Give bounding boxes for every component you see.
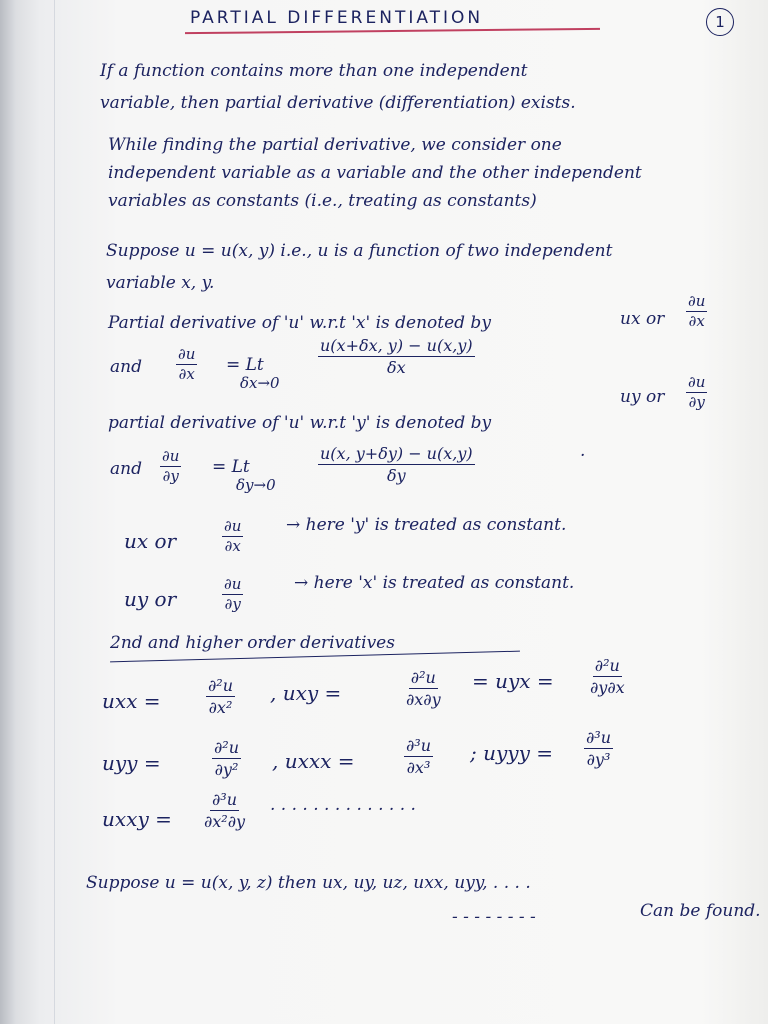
partial-y-and: and: [110, 459, 142, 479]
page-edge-shadow: [0, 0, 16, 1024]
note-uy: uy or: [124, 587, 177, 611]
page-number: 1: [706, 8, 734, 36]
fraction-denominator: ∂x: [224, 537, 241, 555]
fraction-denominator: ∂y: [224, 595, 241, 613]
fraction-numerator: u(x+δx, y) − u(x,y): [320, 336, 473, 355]
partial-y-statement: partial derivative of 'u' w.r.t 'y' is denoted by: [108, 413, 492, 433]
fraction-numerator: ∂u: [224, 517, 242, 535]
partial-y-limit-operator: = Lt: [212, 457, 250, 477]
uyy-fraction: [212, 738, 241, 779]
uyy-label: uyy =: [102, 751, 161, 775]
fraction-numerator: ∂³u: [212, 790, 238, 809]
fraction-numerator: ∂u: [224, 575, 242, 593]
intro-line-3: While finding the partial derivative, we consider one: [108, 135, 562, 155]
fraction-denominator: δy: [386, 466, 406, 485]
note-ux: ux or: [124, 529, 177, 553]
note-uy-explanation: → here 'x' is treated as constant.: [294, 573, 575, 593]
uyyy-fraction: [584, 728, 613, 769]
uyx-label: = uyx =: [472, 669, 554, 693]
fraction-denominator: ∂y: [162, 467, 179, 485]
partial-x-lhs-fraction: [176, 346, 197, 383]
partial-y-rhs-fraction: [318, 444, 475, 485]
partial-y-trailing-dot: .: [580, 441, 586, 461]
uxxy-fraction: [202, 790, 247, 831]
partial-y-symbol-fraction: [686, 374, 707, 411]
uxy-label: , uxy =: [270, 681, 342, 705]
partial-y-symbol: uy or: [620, 387, 665, 407]
partial-x-limit-operator: = Lt: [226, 355, 264, 375]
fraction-denominator: ∂x: [178, 365, 195, 383]
partial-y-lhs-fraction: [160, 448, 181, 485]
fraction-numerator: u(x, y+δy) − u(x,y): [320, 444, 473, 463]
partial-x-symbol-fraction: [686, 293, 707, 330]
intro-line-1: If a function contains more than one independent: [100, 61, 528, 81]
intro-line-2: variable, then partial derivative (differentiation) exists.: [100, 93, 576, 113]
fraction-denominator: ∂y²: [214, 760, 239, 779]
partial-y-limit-subscript: δy→0: [236, 476, 276, 494]
fraction-numerator: ∂u: [162, 447, 180, 465]
page-title: PARTIAL DIFFERENTIATION: [190, 8, 484, 28]
can-be-found: Can be found.: [640, 901, 761, 921]
uxx-fraction: [206, 676, 235, 717]
fraction-numerator: ∂²u: [410, 668, 436, 687]
intro-line-4: independent variable as a variable and the other independent: [108, 163, 642, 183]
fraction-numerator: ∂²u: [594, 656, 620, 675]
partial-x-limit-subscript: δx→0: [240, 374, 280, 392]
note-uy-fraction: [222, 576, 243, 613]
fraction-numerator: ∂³u: [406, 736, 431, 755]
higher-order-heading: 2nd and higher order derivatives: [110, 633, 395, 653]
continuation-dots: . . . . . . . . . . . . . .: [270, 795, 416, 815]
fraction-denominator: ∂x: [688, 312, 705, 330]
uxxx-label: , uxxx =: [272, 749, 355, 773]
fraction-numerator: ∂²u: [208, 676, 233, 695]
uxy-fraction: [404, 668, 443, 709]
fraction-numerator: ∂²u: [214, 738, 239, 757]
partial-x-statement: Partial derivative of 'u' w.r.t 'x' is denoted by: [108, 313, 491, 333]
suppose-three-variable: Suppose u = u(x, y, z) then ux, uy, uz, uxx, uyy, . . . .: [86, 873, 531, 893]
fraction-denominator: ∂y∂x: [590, 678, 625, 697]
fraction-denominator: ∂x³: [406, 758, 431, 777]
partial-x-symbol: ux or: [620, 309, 665, 329]
partial-x-rhs-fraction: [318, 336, 475, 377]
suppose-line-1: Suppose u = u(x, y) i.e., u is a function of two independent: [106, 241, 613, 261]
note-ux-fraction: [222, 518, 243, 555]
note-ux-explanation: → here 'y' is treated as constant.: [286, 515, 567, 535]
uyyy-label: ; uyyy =: [470, 741, 553, 765]
uyx-fraction: [588, 656, 627, 697]
uxxy-label: uxxy =: [102, 807, 172, 831]
fraction-denominator: ∂x²: [208, 698, 233, 717]
uxxx-fraction: [404, 736, 433, 777]
fraction-numerator: ∂u: [688, 292, 706, 310]
fraction-denominator: ∂x²∂y: [204, 812, 246, 831]
margin-line: [54, 0, 55, 1024]
suppose-line-2: variable x, y.: [106, 273, 215, 293]
fraction-numerator: ∂u: [178, 345, 196, 363]
fraction-denominator: ∂y: [688, 393, 705, 411]
fraction-numerator: ∂³u: [586, 728, 611, 747]
dashes: - - - - - - - -: [452, 907, 536, 927]
intro-line-5: variables as constants (i.e., treating as constants): [108, 191, 537, 211]
fraction-denominator: ∂y³: [586, 750, 611, 769]
fraction-denominator: ∂x∂y: [406, 690, 441, 709]
partial-x-and: and: [110, 357, 142, 377]
fraction-denominator: δx: [386, 358, 406, 377]
uxx-label: uxx =: [102, 689, 161, 713]
fraction-numerator: ∂u: [688, 373, 706, 391]
